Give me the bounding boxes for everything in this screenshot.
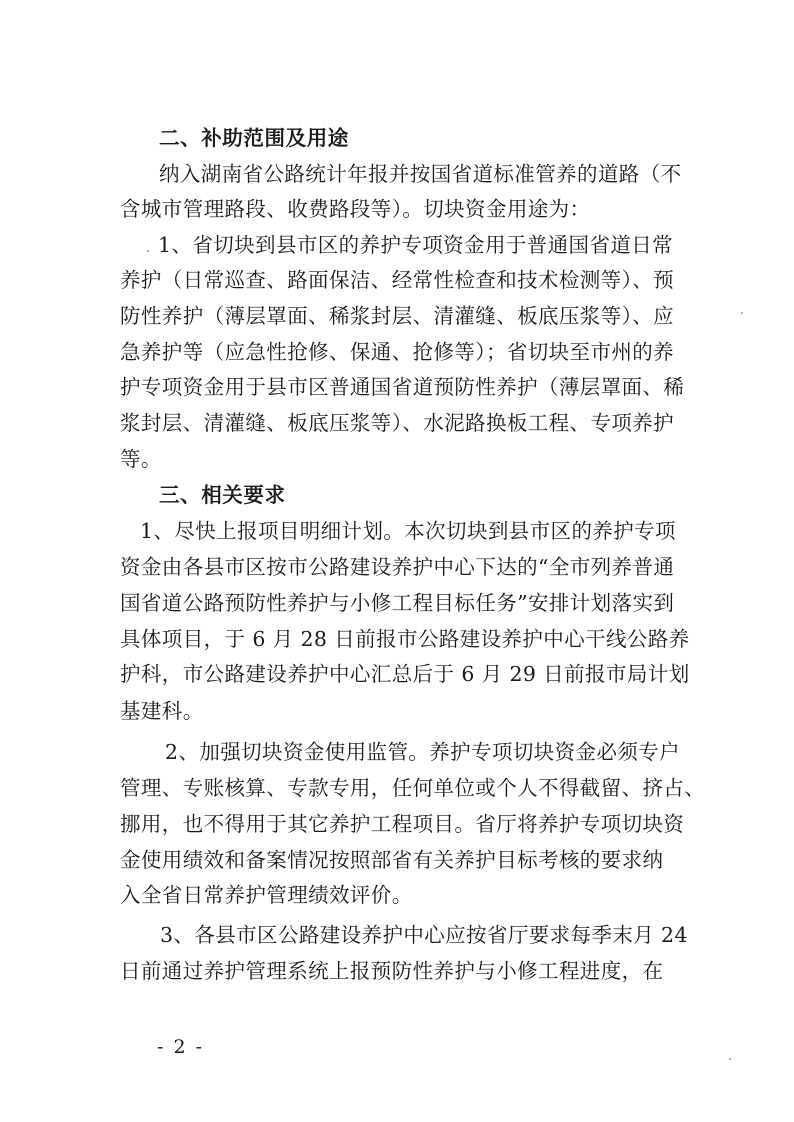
paragraph-line: 等。 <box>120 447 162 471</box>
page-number: - 2 - <box>157 1036 205 1058</box>
paragraph-line: 日前通过养护管理系统上报预防性养护与小修工程进度，在 <box>120 959 664 983</box>
paragraph-line: 金使用绩效和备案情况按照部省有关养护目标考核的要求纳 <box>120 848 664 872</box>
paragraph-line: 浆封层、清灌缝、板底压浆等）、水泥路换板工程、专项养护 <box>120 411 675 435</box>
paragraph-line: 2、加强切块资金使用监管。养护专项切块资金必须专户 <box>165 740 681 764</box>
paragraph-line: 3、各县市区公路建设养护中心应按省厅要求每季末月 24 <box>160 923 688 947</box>
paragraph-line: 具体项目，于 6 月 28 日前报市公路建设养护中心干线公路养 <box>120 627 690 651</box>
section-heading-2: 二、补助范围及用途 <box>159 126 349 150</box>
scan-speck <box>147 250 149 252</box>
paragraph-line: 挪用，也不得用于其它养护工程项目。省厅将养护专项切块资 <box>120 812 685 836</box>
paragraph-line: 资金由各县市区按市公路建设养护中心下达的“全市列养普通 <box>120 555 675 579</box>
paragraph-line: 纳入湖南省公路统计年报并按国省道标准管养的道路（不 <box>159 162 682 186</box>
paragraph-line: 含城市管理路段、收费路段等）。切块资金用途为： <box>120 197 591 221</box>
paragraph-line: 急养护等（应急性抢修、保通、抢修等）；省切块至市州的养 <box>120 340 675 364</box>
paragraph-line: 护专项资金用于县市区普通国省道预防性养护（薄层罩面、稀 <box>120 375 685 399</box>
paragraph-line: 入全省日常养护管理绩效评价。 <box>120 883 413 907</box>
paragraph-line: 1、省切块到县市区的养护专项资金用于普通国省道日常 <box>158 233 674 257</box>
scan-speck <box>729 1058 731 1060</box>
paragraph-line: 防性养护（薄层罩面、稀浆封层、清灌缝、板底压浆等）、应 <box>120 304 675 328</box>
paragraph-line: 基建科。 <box>120 699 204 723</box>
paragraph-line: 管理、专账核算、专款专用，任何单位或个人不得截留、挤占、 <box>120 776 706 800</box>
scan-speck <box>741 312 743 314</box>
paragraph-line: 1、尽快上报项目明细计划。本次切块到县市区的养护专项 <box>140 519 676 543</box>
paragraph-line: 护科，市公路建设养护中心汇总后于 6 月 29 日前报市局计划 <box>120 662 690 686</box>
paragraph-line: 国省道公路预防性养护与小修工程目标任务”安排计划落实到 <box>120 591 675 615</box>
paragraph-line: 养护（日常巡查、路面保洁、经常性检查和技术检测等）、预 <box>120 268 675 292</box>
section-heading-3: 三、相关要求 <box>159 483 286 507</box>
